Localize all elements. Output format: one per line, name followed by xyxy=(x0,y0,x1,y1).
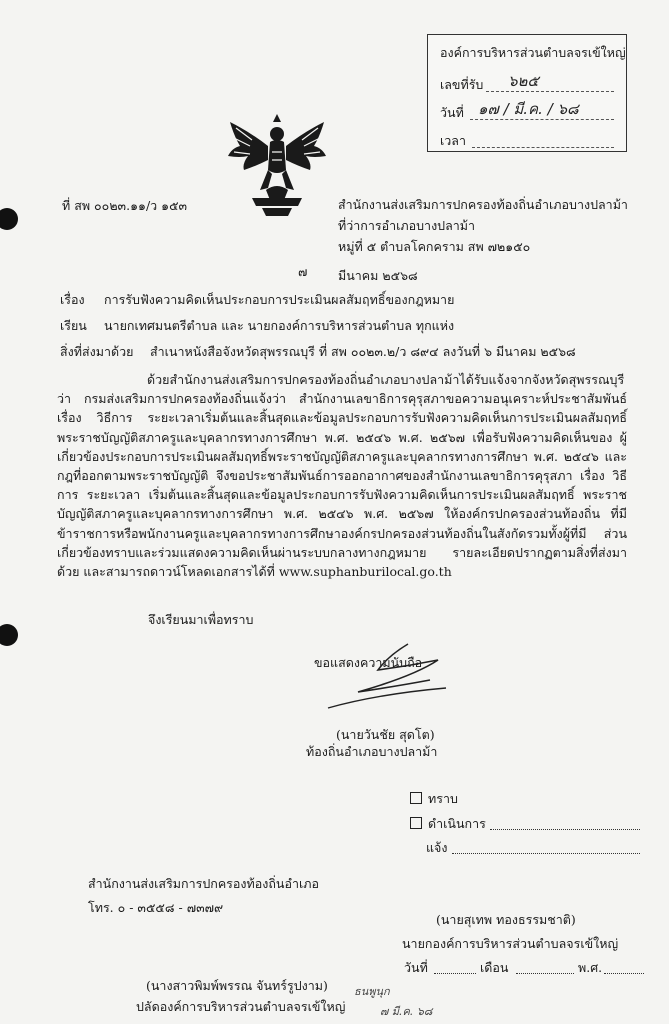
subject-label: เรื่อง xyxy=(60,292,85,307)
clerk-name: (นางสาวพิมพ์พรรณ จันทร์รูปงาม) xyxy=(146,978,328,993)
mayor-year-line xyxy=(604,973,644,974)
ack-checkbox[interactable] xyxy=(410,792,422,804)
letter-date: มีนาคม ๒๕๖๘ xyxy=(338,268,418,283)
subject-text: การรับฟังความคิดเห็นประกอบการประเมินผลสัมฤทธิ์ของกฎหมาย xyxy=(104,292,455,307)
proceed-dotted-line xyxy=(490,829,640,830)
mayor-year-label: พ.ศ. xyxy=(578,960,603,975)
mayor-position: นายกองค์การบริหารส่วนตำบลจรเข้ใหญ่ xyxy=(402,936,619,951)
stamp-date-value: ๑๗ / มี.ค. / ๖๘ xyxy=(478,100,579,118)
enclosure-label: สิ่งที่ส่งมาด้วย xyxy=(60,344,134,359)
footer-office: สำนักงานส่งเสริมการปกครองท้องถิ่นอำเภอ xyxy=(88,876,320,891)
stamp-line xyxy=(486,91,614,92)
sender-office: สำนักงานส่งเสริมการปกครองท้องถิ่นอำเภอบางปลาม้า xyxy=(338,197,628,212)
recipient-text: นายกเทศมนตรีตำบล และ นายกองค์การบริหารส่วนตำบล ทุกแห่ง xyxy=(104,318,455,333)
ack-label: ทราบ xyxy=(428,791,458,806)
ack-option xyxy=(410,791,458,807)
mayor-month-label: เดือน xyxy=(480,960,509,975)
stamp-receive-no-label: เลขที่รับ xyxy=(440,77,484,92)
handnote-line-1: ธนพูนุก xyxy=(354,985,390,998)
clerk-position: ปลัดองค์การบริหารส่วนตำบลจรเข้ใหญ่ xyxy=(136,999,346,1014)
body-paragraph: ด้วยสำนักงานส่งเสริมการปกครองท้องถิ่นอำเภอบางปลาม้าได้รับแจ้งจากจังหวัดสุพรรณบุรีว่า กรมส่งเสริมการปกครองท้องถิ่นแจ้งว่า สำนักงานเลขาธิการคุรุสภาขอความอนุเคราะห์ประชาสัมพันธ์ เรื่อง วิธีการ ระยะเวลาเริ่มต้นและสิ้นสุดและข้อมูลประกอบการรับฟังความคิดเห็นการประเมินผลสัมฤทธิ์ พระราชบัญญัติสภาครูและบุคลากรทางการศึกษา พ.ศ. ๒๕๔๖ พ.ศ. ๒๕๖๗ เพื่อรับฟังความคิดเห็นของ ผู้เกี่ยวข้องประกอบการประเมินผลสัมฤทธิ์พระราชบัญญัติสภาครูและบุคลากรทางการศึกษา พ.ศ. ๒๕๔๖ และกฎที่ออกตามพระราชบัญญัติ จึงขอประชาสัมพันธ์การออกอากาศของสำนักงานเลขาธิการคุรุสภา เรื่อง วิธีการ ระยะเวลา เริ่มต้นและสิ้นสุดและข้อมูลประกอบการรับฟังความคิดเห็นการประเมินผลสัมฤทธิ์ พระราชบัญญัติสภาครูและบุคลากรทางการศึกษา พ.ศ. ๒๕๔๖ พ.ศ. ๒๕๖๗ ให้องค์กรปกครองส่วนท้องถิ่น ที่มีข้าราชการหรือพนักงานครูและบุคลากรทางการศึกษาองค์กรปกครองส่วนท้องถิ่นในสังกัดรวมทั้งผู้ที่มี ส่วนเกี่ยวข้องทราบและร่วมแสดงความคิดเห็นผ่านระบบกลางทางกฎหมาย รายละเอียดปรากฏตามสิ่งที่ส่งมาด้วย และสามารถดาวน์โหลดเอกสารได้ที่ www.suphanburilocal.go.th xyxy=(57,372,627,580)
proceed-option xyxy=(410,816,486,832)
receive-stamp xyxy=(427,34,627,152)
signature-icon xyxy=(318,636,468,716)
closing-line: จึงเรียนมาเพื่อทราบ xyxy=(148,612,254,627)
stamp-line xyxy=(472,147,614,148)
enclosure-text: สำเนาหนังสือจังหวัดสุพรรณบุรี ที่ สพ ๐๐๒๓.๒/ว ๘๙๔ ลงวันที่ ๖ มีนาคม ๒๕๖๘ xyxy=(150,344,576,359)
body-text xyxy=(57,370,627,581)
notify-dotted-line xyxy=(452,853,640,854)
notify-label: แจ้ง xyxy=(426,840,448,855)
signer-position: ท้องถิ่นอำเภอบางปลาม้า xyxy=(306,744,438,759)
stamp-date-label: วันที่ xyxy=(440,105,464,120)
letter-date-day: ๗ xyxy=(298,264,308,279)
mayor-date-line xyxy=(434,973,476,974)
mayor-date-label: วันที่ xyxy=(404,960,428,975)
stamp-time-label: เวลา xyxy=(440,133,466,148)
footer-phone: โทร. ๐ - ๓๕๕๘ - ๗๓๗๙ xyxy=(88,900,224,915)
handnote-line-2: ๗ มี.ค. ๖๘ xyxy=(380,1005,433,1018)
recipient-label: เรียน xyxy=(60,318,87,333)
punch-hole-top xyxy=(0,208,18,230)
signer-name: (นายวันชัย สุดโต) xyxy=(336,727,435,742)
mayor-month-line xyxy=(516,973,574,974)
punch-hole-bottom xyxy=(0,624,18,646)
mayor-name: (นายสุเทพ ทองธรรมชาติ) xyxy=(436,912,576,927)
stamp-org: องค์การบริหารส่วนตำบลจรเข้ใหญ่ xyxy=(440,45,626,60)
proceed-checkbox[interactable] xyxy=(410,817,422,829)
garuda-emblem-icon xyxy=(222,112,332,222)
regards-text: ขอแสดงความนับถือ xyxy=(314,655,423,670)
stamp-receive-no-value: ๖๒๕ xyxy=(508,72,539,90)
sender-address-line-1: ที่ว่าการอำเภอบางปลาม้า xyxy=(338,218,476,233)
document-number: ที่ สพ ๐๐๒๓.๑๑/ว ๑๕๓ xyxy=(62,198,188,213)
proceed-label: ดำเนินการ xyxy=(428,816,486,831)
sender-address-line-2: หมู่ที่ ๕ ตำบลโคกคราม สพ ๗๒๑๕๐ xyxy=(338,239,531,254)
